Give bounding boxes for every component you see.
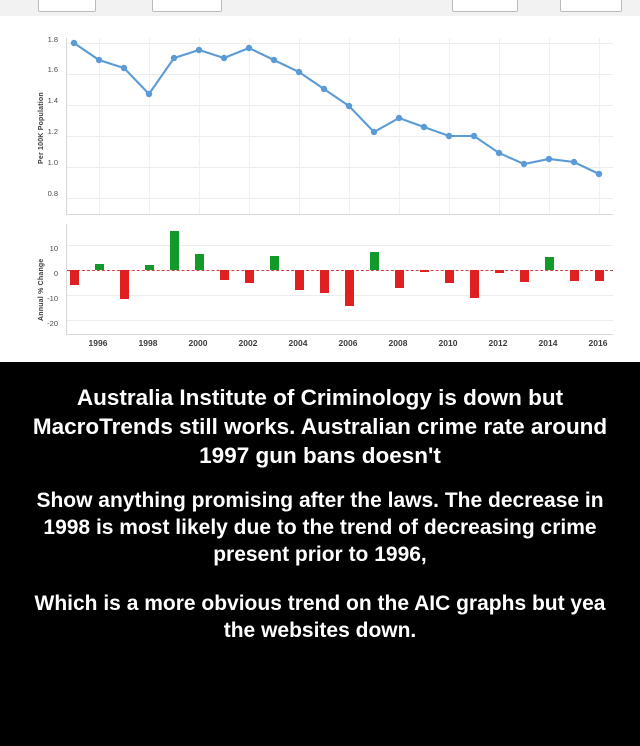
chart-canvas	[0, 16, 640, 362]
bar-1996	[70, 270, 79, 285]
bar-2011	[445, 270, 454, 283]
y-tick-bottom-neg20: -20	[47, 319, 58, 328]
bar-2017	[595, 270, 604, 281]
caption-paragraph-2: Show anything promising after the laws. The decrease in 1998 is most likely due to the trend of decreasing crime present prior to 1996,	[36, 489, 604, 567]
x-tick-2004: 2004	[288, 338, 308, 348]
x-tick-2008: 2008	[388, 338, 408, 348]
y-tick-top-1.2: 1.2	[47, 127, 58, 136]
bar-2003	[245, 270, 254, 283]
toolbar-button-2[interactable]	[152, 0, 222, 12]
y-tick-top-1.6: 1.6	[47, 65, 58, 74]
line-chart-plot	[66, 38, 613, 215]
bar-1998	[120, 270, 129, 299]
x-tick-2016: 2016	[588, 338, 608, 348]
browser-toolbar-strip	[0, 0, 640, 17]
y-tick-bottom-neg10: -10	[47, 294, 58, 303]
bar-2001	[195, 254, 204, 270]
y-tick-top-1.8: 1.8	[47, 35, 58, 44]
zero-baseline	[67, 270, 613, 271]
bar-2012	[470, 270, 479, 298]
y-axis-title-top: Per 100K Population	[38, 92, 45, 164]
x-tick-2014: 2014	[538, 338, 558, 348]
x-tick-2012: 2012	[488, 338, 508, 348]
y-tick-top-1.4: 1.4	[47, 96, 58, 105]
bar-2007	[345, 270, 354, 306]
bar-2014	[520, 270, 529, 282]
x-tick-2006: 2006	[338, 338, 358, 348]
bar-2006	[320, 270, 329, 293]
y-tick-bottom-10: 10	[49, 244, 58, 253]
caption-paragraph-3: Which is a more obvious trend on the AIC graphs but yea the websites down.	[34, 592, 606, 642]
x-tick-2000: 2000	[188, 338, 208, 348]
bar-1997	[95, 264, 104, 270]
bar-2009	[395, 270, 404, 288]
toolbar-button-1[interactable]	[38, 0, 96, 12]
homicide-rate-line	[67, 38, 613, 214]
y-tick-top-0.8: 0.8	[47, 189, 58, 198]
chart-screenshot	[0, 0, 640, 362]
bar-2004	[270, 256, 279, 270]
bar-2016	[570, 270, 579, 281]
bar-2008	[370, 252, 379, 270]
annual-change-bar-chart	[66, 224, 613, 335]
bar-2010	[420, 270, 429, 272]
x-tick-2002: 2002	[238, 338, 258, 348]
bar-2015	[545, 257, 554, 270]
x-axis-ticks	[66, 338, 612, 354]
toolbar-button-3[interactable]	[452, 0, 518, 12]
x-tick-2010: 2010	[438, 338, 458, 348]
bar-2000	[170, 231, 179, 270]
y-tick-top-1.0: 1.0	[47, 158, 58, 167]
bar-2002	[220, 270, 229, 280]
caption-paragraph-1: Australia Institute of Criminology is down but MacroTrends still works. Australian crime rate around 1997 gun bans doesn't	[32, 385, 608, 468]
bar-1999	[145, 265, 154, 270]
toolbar-button-4[interactable]	[560, 0, 622, 12]
y-axis-title-bottom: Annual % Change	[38, 258, 45, 321]
x-tick-1998: 1998	[138, 338, 158, 348]
bar-2013	[495, 270, 504, 273]
y-tick-bottom-0: 0	[53, 269, 58, 278]
caption-block	[0, 362, 640, 746]
x-tick-1996: 1996	[88, 338, 108, 348]
bar-2005	[295, 270, 304, 290]
